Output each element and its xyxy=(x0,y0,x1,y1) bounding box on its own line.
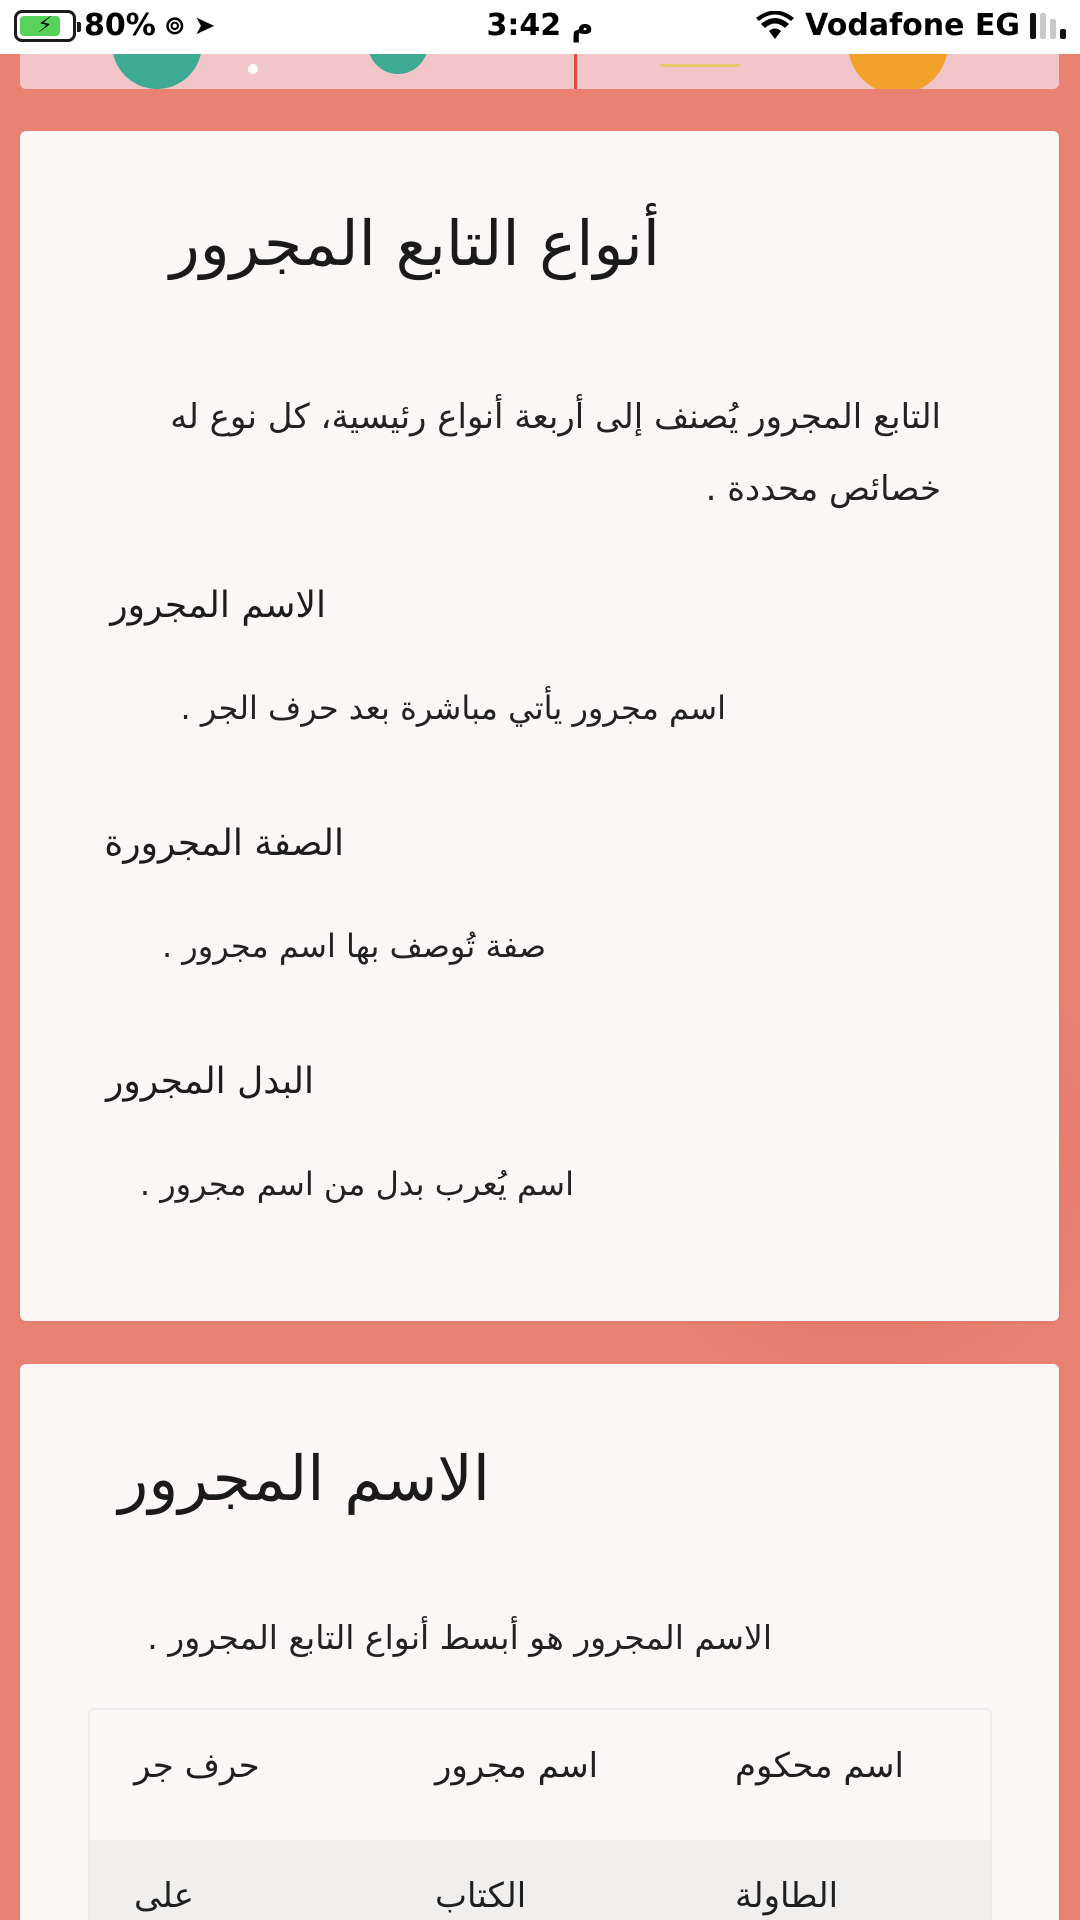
decorative-ball xyxy=(368,54,428,74)
location-arrow-icon: ➤ xyxy=(193,10,216,41)
status-time: 3:42 م xyxy=(486,8,594,43)
section-intro: الاسم المجرور هو أبسط أنواع التابع المجرور . xyxy=(147,1618,772,1657)
signal-bar xyxy=(1040,13,1046,39)
type-heading: البدل المجرور xyxy=(106,1061,314,1102)
decorative-dot xyxy=(248,64,258,74)
table-cell: الكتاب xyxy=(435,1876,527,1916)
header-image xyxy=(20,54,1059,89)
types-card xyxy=(20,131,1059,1321)
signal-icon xyxy=(1030,13,1066,39)
status-right xyxy=(755,8,1066,43)
table-header-cell: اسم محكوم xyxy=(735,1746,904,1786)
section-title: أنواع التابع المجرور xyxy=(169,207,660,280)
type-description: اسم مجرور يأتي مباشرة بعد حرف الجر . xyxy=(180,689,726,727)
type-heading: الاسم المجرور xyxy=(110,585,326,626)
table-header-cell: اسم مجرور xyxy=(435,1746,599,1786)
signal-bar xyxy=(1030,13,1036,39)
wifi-icon xyxy=(755,11,795,41)
table-row xyxy=(90,1840,992,1920)
table-header-cell: حرف جر xyxy=(134,1746,260,1786)
carrier-name: Vodafone EG xyxy=(805,8,1020,43)
status-bar xyxy=(0,0,1080,54)
charging-bolt-icon: ⚡ xyxy=(37,12,53,38)
genitive-noun-card xyxy=(20,1364,1059,1920)
decorative-ball xyxy=(848,54,948,89)
type-description: اسم يُعرب بدل من اسم مجرور . xyxy=(139,1165,574,1203)
battery-percent: 80% xyxy=(84,8,156,43)
table-cell: الطاولة xyxy=(735,1876,839,1916)
decorative-line xyxy=(660,64,740,67)
decorative-stick xyxy=(574,54,577,89)
type-heading: الصفة المجرورة xyxy=(104,823,344,864)
examples-table xyxy=(88,1708,992,1920)
section-title: الاسم المجرور xyxy=(118,1442,490,1515)
orientation-lock-icon: ⊚ xyxy=(163,10,186,41)
type-description: صفة تُوصف بها اسم مجرور . xyxy=(161,927,546,965)
table-cell: على xyxy=(134,1876,194,1916)
table-header-row xyxy=(90,1710,992,1840)
signal-bar xyxy=(1060,29,1066,39)
signal-bar xyxy=(1050,19,1056,39)
decorative-ball xyxy=(112,54,202,89)
section-intro: التابع المجرور يُصنف إلى أربعة أنواع رئيسية، كل نوع له خصائص محددة . xyxy=(170,397,941,509)
